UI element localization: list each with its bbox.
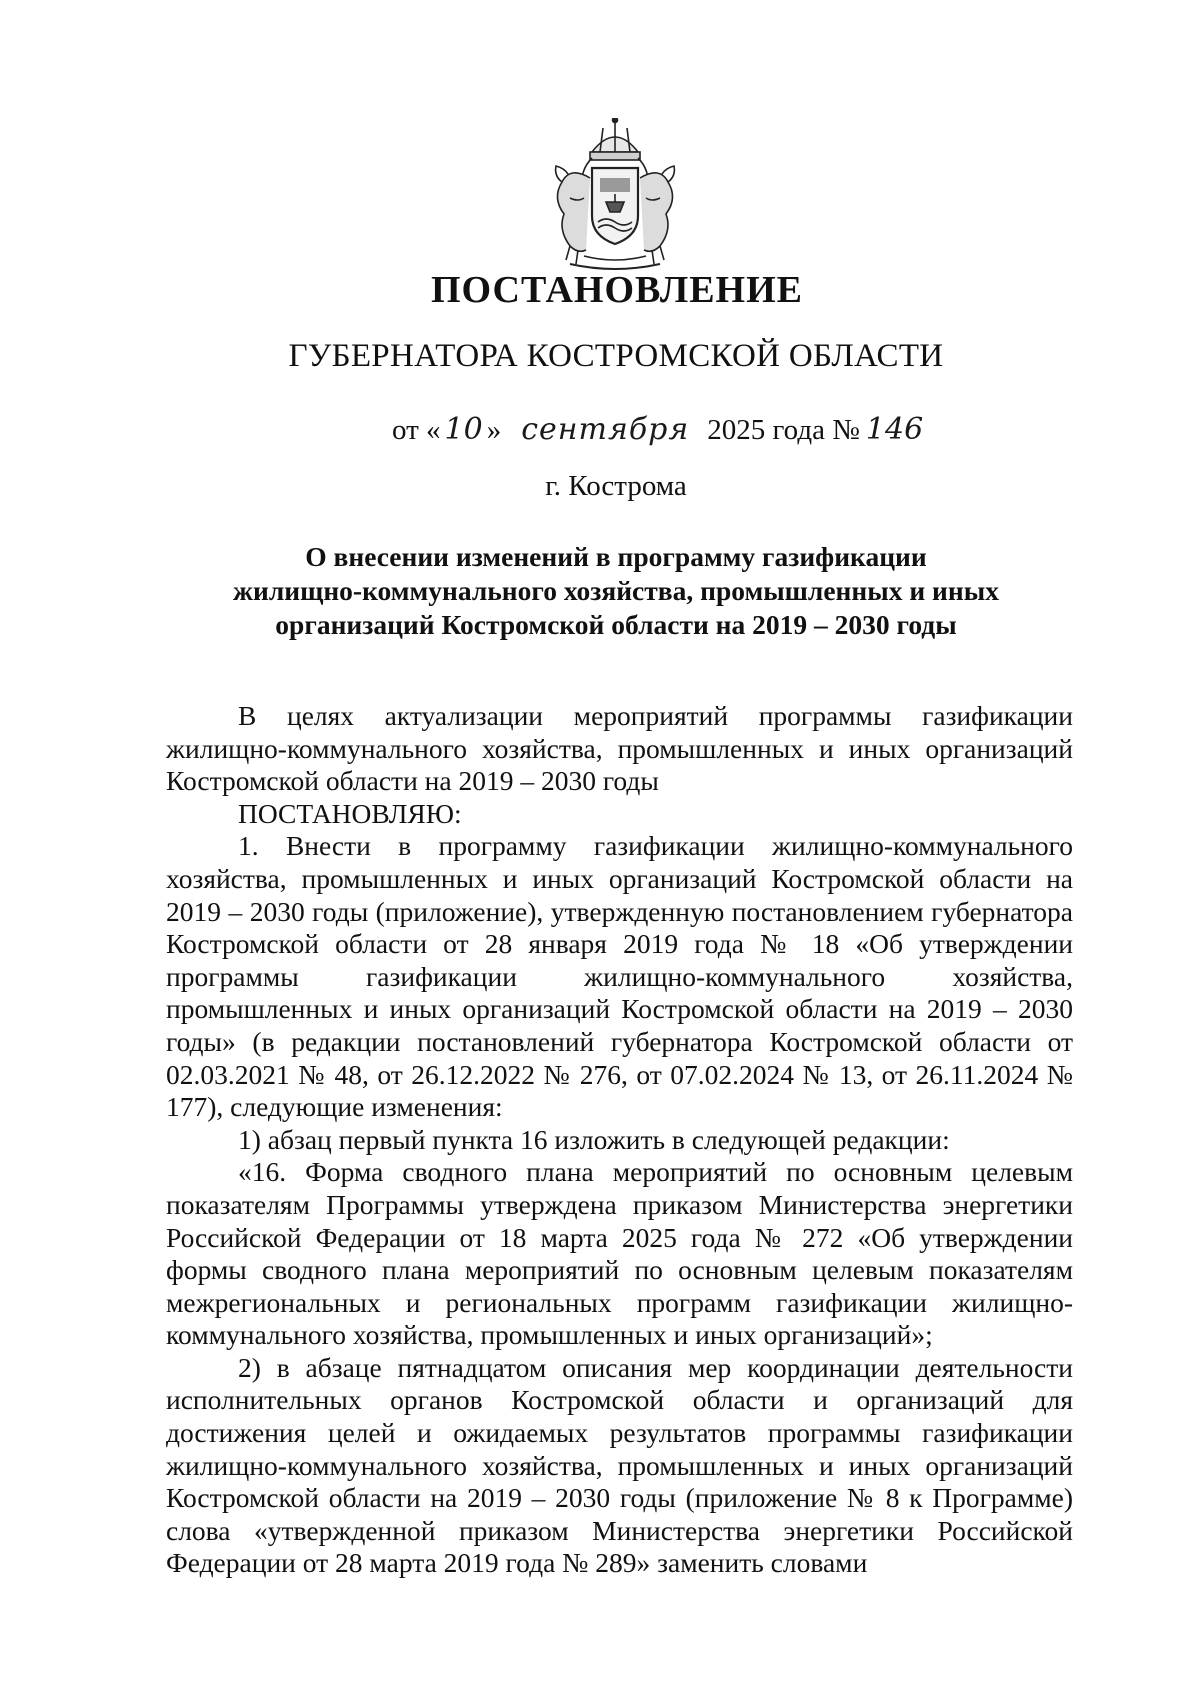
body-paragraph-item-1: 1. Внести в программу газификации жилищно-коммунального хозяйства, промышленных и иных организаций Костромской области на 2019 – 2030 годы (приложение), утвержденную постановлением губернатора Костромской области от 28 января 2019 года № 18 «Об утверждении программы газификации жилищно-коммунального хозяйства, промышленных и иных организаций Костромской области на 2019 – 2030 годы» (в редакции постановлений губернатора Костромской области от 02.03.2021 № 48, от 26.12.2022 № 276, от 07.02.2024 № 13, от 26.11.2024 № 177), следующие изменения: xyxy=(166,830,1073,1123)
body-paragraph-decree: ПОСТАНОВЛЯЮ: xyxy=(238,797,462,829)
document-type-heading: ПОСТАНОВЛЕНИЕ xyxy=(430,269,804,311)
body-paragraph-preamble: В целях актуализации мероприятий программы газификации жилищно-коммунального хозяйства, промышленных и иных организаций Костромской области на 2019 – 2030 годы xyxy=(166,700,1073,797)
title-line-3: организаций Костромской области на 2019 – 2030 годы xyxy=(275,609,957,640)
handwritten-document-number: 146 xyxy=(865,412,924,447)
body-paragraph-subitem-2: 2) в абзаце пятнадцатом описания мер координации деятельности исполнительных органов Костромской области и организаций для достижения целей и ожидаемых результатов программы газификации жилищно-коммунального хозяйства, промышленных и иных организаций Костромской области на 2019 – 2030 годы (приложение № 8 к Программе) слова «утвержденной приказом Министерства энергетики Российской Федерации от 28 марта 2019 года № 289» заменить словами xyxy=(166,1351,1073,1579)
document-body xyxy=(166,700,1073,1580)
document-title xyxy=(160,540,1072,642)
date-after-day: » xyxy=(486,414,502,446)
date-year: 2025 года № xyxy=(707,414,860,446)
title-line-2: жилищно-коммунального хозяйства, промышленных и иных xyxy=(233,575,999,606)
handwritten-month: сентября xyxy=(521,412,690,447)
handwritten-day: 10 xyxy=(444,412,483,447)
issuer-heading: ГУБЕРНАТОРА КОСТРОМСКОЙ ОБЛАСТИ xyxy=(288,338,944,374)
body-paragraph-quote-16: «16. Форма сводного плана мероприятий по основным целевым показателям Программы утверждена приказом Министерства энергетики Российской Федерации от 18 марта 2025 года № 272 «Об утверждении формы сводного плана мероприятий по основным целевым показателям межрегиональных и региональных программ газификации жилищно-коммунального хозяйства, промышленных и иных организаций»; xyxy=(166,1156,1073,1351)
city-line: г. Кострома xyxy=(545,470,687,502)
date-prefix: от « xyxy=(392,414,441,446)
title-line-1: О внесении изменений в программу газификации xyxy=(305,541,927,572)
document-date-line xyxy=(392,412,923,447)
coat-of-arms-icon xyxy=(540,118,690,280)
body-paragraph-subitem-1: 1) абзац первый пункта 16 изложить в следующей редакции: xyxy=(238,1123,950,1155)
